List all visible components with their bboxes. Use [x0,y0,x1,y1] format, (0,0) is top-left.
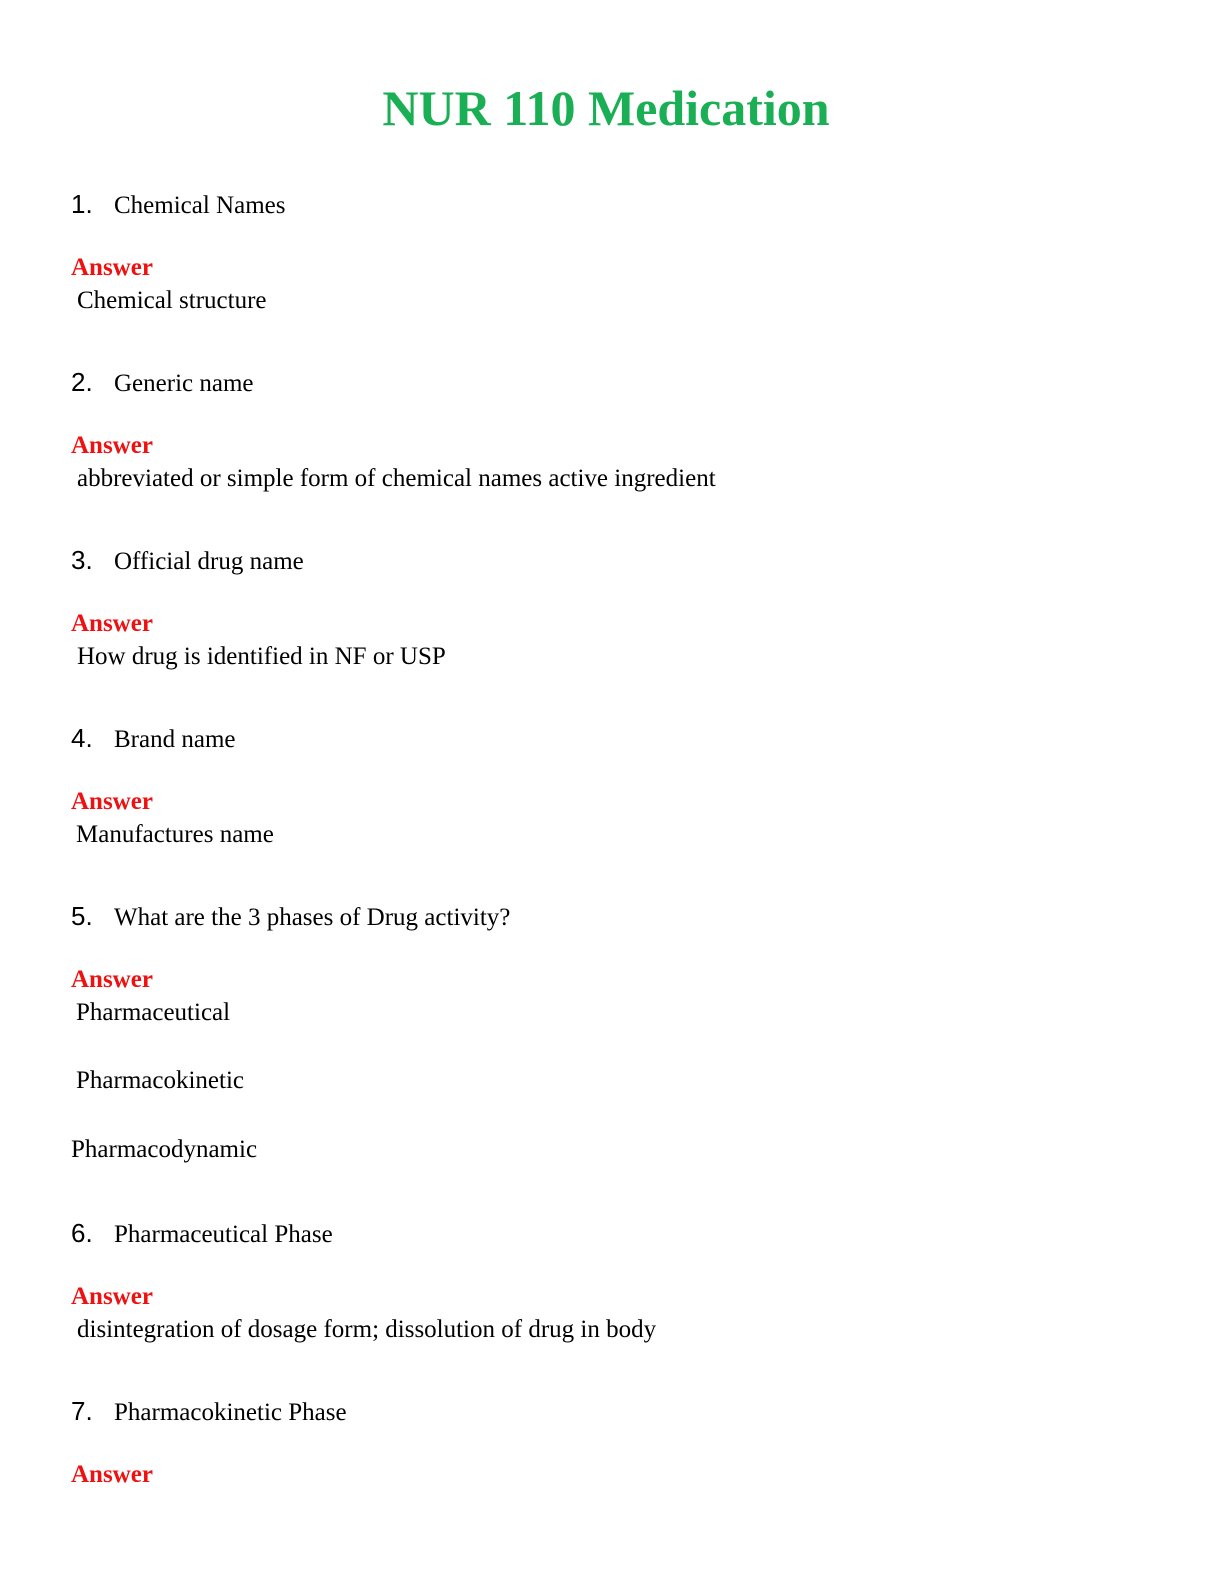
question-text: Brand name [114,726,236,753]
question-6 [71,1218,333,1252]
question-1 [71,189,285,223]
question-number: 7. [71,1396,93,1426]
question-5 [71,901,510,935]
question-text: Chemical Names [114,192,286,219]
answer-text: How drug is identified in NF or USP [77,643,446,670]
answer-text: Pharmacodynamic [71,1136,258,1163]
document-title: NUR 110 Medication [382,80,830,136]
answer-text: Chemical structure [77,287,267,314]
question-number: 6. [71,1218,93,1248]
answer-label: Answer [71,966,153,993]
question-number: 3. [71,545,93,575]
answer-text: abbreviated or simple form of chemical names active ingredient [77,465,716,492]
question-text: Official drug name [114,548,304,575]
answer-label: Answer [71,610,153,637]
question-3 [71,545,304,579]
question-4 [71,723,235,757]
question-2 [71,367,254,401]
question-number: 1. [71,189,93,219]
answer-label: Answer [71,432,153,459]
question-number: 5. [71,901,93,931]
answer-text: Pharmaceutical [76,999,231,1026]
answer-label: Answer [71,1283,153,1310]
question-text: What are the 3 phases of Drug activity? [114,904,511,931]
answer-text: disintegration of dosage form; dissolution of drug in body [77,1316,657,1343]
answer-text: Pharmacokinetic [76,1067,244,1094]
question-number: 4. [71,723,93,753]
question-text: Pharmaceutical Phase [114,1221,333,1248]
answer-label: Answer [71,788,153,815]
answer-text: Manufactures name [76,821,274,848]
answer-label: Answer [71,254,153,281]
question-text: Generic name [114,370,254,397]
question-text: Pharmacokinetic Phase [114,1399,347,1426]
question-7 [71,1396,347,1430]
question-number: 2. [71,367,93,397]
answer-label: Answer [71,1461,153,1488]
